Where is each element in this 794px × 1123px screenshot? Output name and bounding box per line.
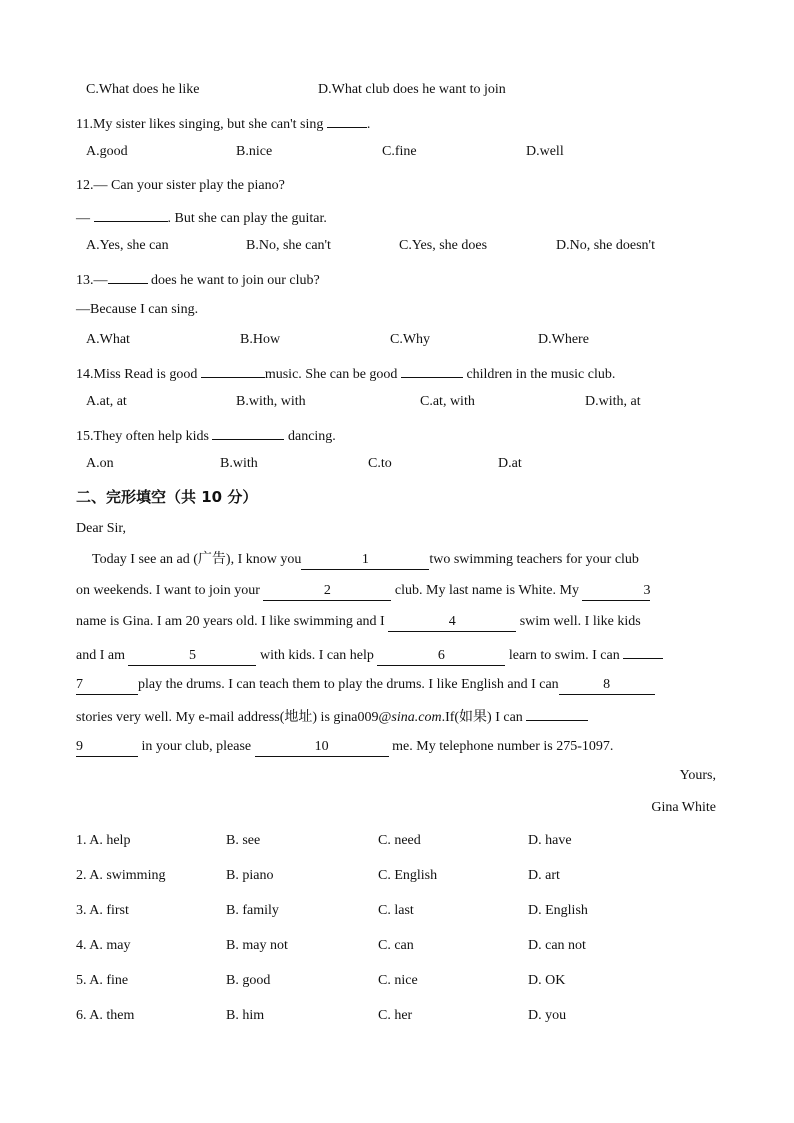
blank-6: 6 <box>377 647 505 666</box>
blank-1: 1 <box>301 551 429 570</box>
blank-5: 5 <box>128 647 256 666</box>
choice-5-c: C. nice <box>378 973 418 988</box>
letter-line-2b: club. My last name is White. My <box>394 583 579 598</box>
letter-line-1 <box>92 550 718 570</box>
q13-option-d: D.Where <box>538 332 589 347</box>
letter-line-7a: in your club, please <box>141 739 252 754</box>
choice-4-b: B. may not <box>226 938 288 953</box>
blank-10: 10 <box>255 738 389 757</box>
q13-option-b: B.How <box>240 332 281 347</box>
letter-closing: Yours, <box>679 768 716 783</box>
q12-dash: — <box>76 211 90 226</box>
q11-option-b: B.nice <box>236 144 273 159</box>
q10-option-c: C.What does he like <box>86 82 200 97</box>
letter-line-6 <box>76 706 718 726</box>
q14-option-a: A.at, at <box>86 394 127 409</box>
q11-stem <box>76 113 718 133</box>
q14-option-c: C.at, with <box>420 394 475 409</box>
q14-blank-1 <box>201 363 265 378</box>
q15-option-a: A.on <box>86 456 114 471</box>
choice-1-c: C. need <box>378 833 421 848</box>
section-2-title: 二、完形填空（共 10 分） <box>76 488 258 506</box>
q12-blank <box>94 207 168 222</box>
q12-answer-line <box>76 207 718 227</box>
letter-line-4b: with kids. I can help <box>259 648 374 663</box>
choice-1-b: B. see <box>226 833 261 848</box>
letter-line-2 <box>76 581 718 601</box>
q13-stem <box>76 269 718 289</box>
q13-end: does he want to join our club? <box>151 273 320 288</box>
q15-option-b: B.with <box>220 456 258 471</box>
blank-2: 2 <box>263 582 391 601</box>
email-domain: sina.com <box>391 710 442 725</box>
letter-line-3 <box>76 612 718 632</box>
q12-line2-end: . But she can play the guitar. <box>167 211 327 226</box>
letter-signature: Gina White <box>651 800 716 815</box>
q14-part3: children in the music club. <box>466 367 616 382</box>
q12-option-c: C.Yes, she does <box>399 238 488 253</box>
q13-start: 13.— <box>76 273 108 288</box>
letter-line-7 <box>76 737 718 757</box>
choice-3-d: D. English <box>528 903 588 918</box>
letter-line-1a: Today I see an ad (广告), I know you <box>92 552 302 567</box>
q14-blank-2 <box>401 363 463 378</box>
letter-line-2a: on weekends. I want to join your <box>76 583 260 598</box>
q15-blank <box>212 425 284 440</box>
q15-end: dancing. <box>287 429 336 444</box>
q11-end: . <box>366 117 371 132</box>
q11-option-a: A.good <box>86 144 128 159</box>
choice-3-b: B. family <box>226 903 279 918</box>
q12-option-a: A.Yes, she can <box>86 238 169 253</box>
choice-6-c: C. her <box>378 1008 413 1023</box>
q14-part2: music. She can be good <box>264 367 398 382</box>
letter-line-4 <box>76 644 718 664</box>
letter-salutation: Dear Sir, <box>76 521 126 536</box>
choice-3-a: 3. A. first <box>76 903 129 918</box>
q14-option-b: B.with, with <box>236 394 306 409</box>
choice-2-a: 2. A. swimming <box>76 868 166 883</box>
letter-line-5 <box>76 675 718 695</box>
blank-8: 8 <box>559 676 655 695</box>
choice-6-a: 6. A. them <box>76 1008 135 1023</box>
blank-4: 4 <box>388 613 516 632</box>
q10-option-d: D.What club does he want to join <box>318 82 506 97</box>
q11-blank <box>327 113 367 128</box>
q15-option-c: C.to <box>368 456 392 471</box>
choice-3-c: C. last <box>378 903 414 918</box>
q12-option-b: B.No, she can't <box>246 238 331 253</box>
q14-option-d: D.with, at <box>585 394 641 409</box>
letter-line-7b: me. My telephone number is 275-1097. <box>392 739 614 754</box>
q11-text: 11.My sister likes singing, but she can't sing <box>76 117 324 132</box>
choice-4-c: C. can <box>378 938 414 953</box>
choice-4-a: 4. A. may <box>76 938 131 953</box>
letter-line-3b: swim well. I like kids <box>519 614 641 629</box>
q13-option-a: A.What <box>86 332 130 347</box>
blank-7: 7 <box>76 676 138 695</box>
choice-5-b: B. good <box>226 973 271 988</box>
choice-4-d: D. can not <box>528 938 586 953</box>
q15-text: 15.They often help kids <box>76 429 209 444</box>
q14-part1: 14.Miss Read is good <box>76 367 198 382</box>
q11-option-c: C.fine <box>382 144 417 159</box>
blank-7-start <box>623 644 663 659</box>
q13-blank <box>108 269 148 284</box>
letter-line-1b: two swimming teachers for your club <box>429 552 639 567</box>
choice-5-d: D. OK <box>528 973 566 988</box>
choice-6-d: D. you <box>528 1008 567 1023</box>
q14-stem <box>76 363 718 383</box>
letter-line-5a: play the drums. I can teach them to play the drums. I like English and I can <box>138 677 559 692</box>
letter-line-3a: name is Gina. I am 20 years old. I like swimming and I <box>76 614 385 629</box>
choice-1-a: 1. A. help <box>76 833 131 848</box>
blank-9: 9 <box>76 738 138 757</box>
choice-2-b: B. piano <box>226 868 274 883</box>
q13-option-c: C.Why <box>390 332 431 347</box>
choice-5-a: 5. A. fine <box>76 973 129 988</box>
blank-9-start <box>526 706 588 721</box>
q15-option-d: D.at <box>498 456 522 471</box>
choice-2-d: D. art <box>528 868 560 883</box>
choice-1-d: D. have <box>528 833 572 848</box>
letter-line-6b: .If(如果) I can <box>441 710 523 725</box>
choice-6-b: B. him <box>226 1008 265 1023</box>
letter-line-4c: learn to swim. I can <box>508 648 620 663</box>
q11-option-d: D.well <box>526 144 564 159</box>
letter-line-4a: and I am <box>76 648 125 663</box>
q12-stem: 12.— Can your sister play the piano? <box>76 178 285 193</box>
letter-line-6a: stories very well. My e-mail address(地址) is gina009@ <box>76 710 392 725</box>
blank-3: 3 <box>582 582 650 601</box>
q15-stem <box>76 425 718 445</box>
q13-answer-line: —Because I can sing. <box>76 302 199 317</box>
q12-option-d: D.No, she doesn't <box>556 238 655 253</box>
choice-2-c: C. English <box>378 868 438 883</box>
